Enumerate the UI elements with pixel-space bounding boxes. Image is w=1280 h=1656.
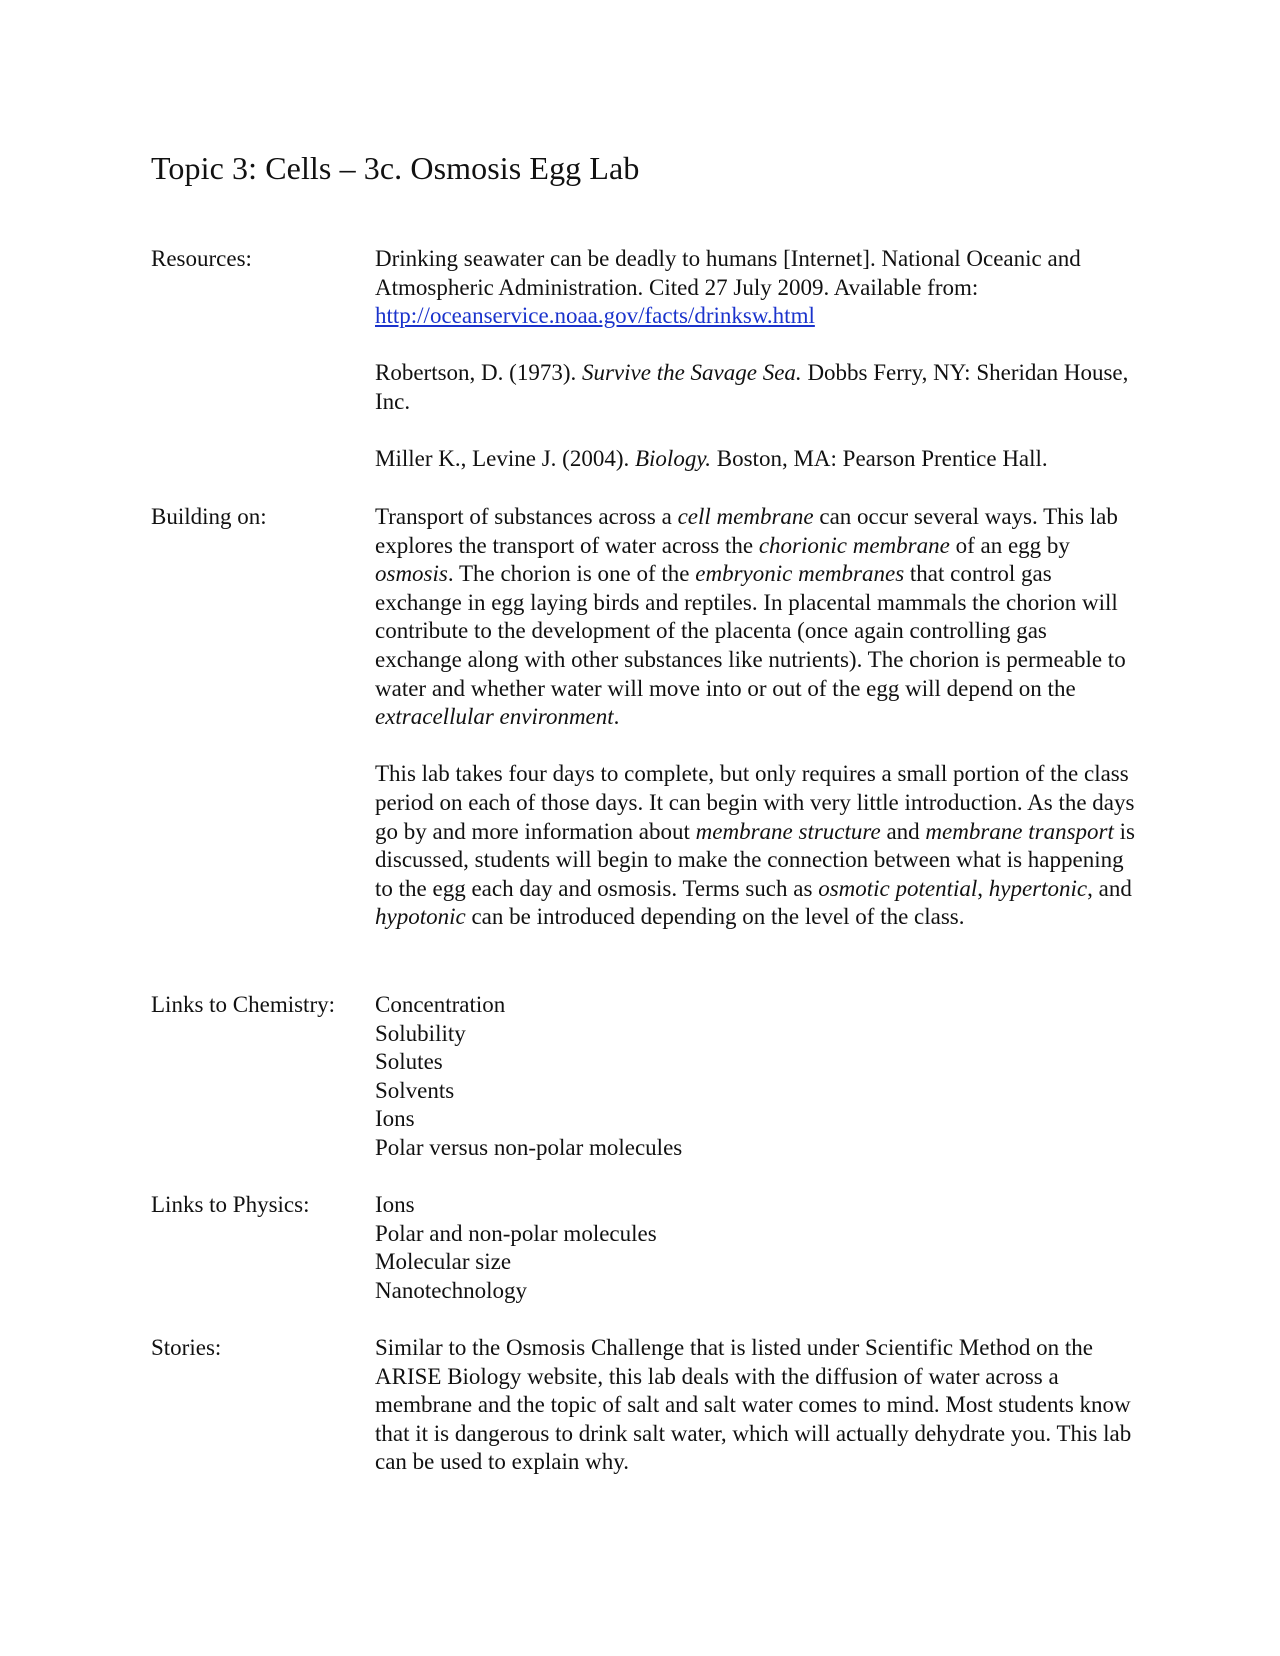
reference-1	[375, 245, 1135, 331]
term-osmosis: osmosis	[375, 561, 448, 587]
text-run: This lab takes four days to complete, but only requires a small portion of the class period on each of those days. It can begin with very little introduction. As the days go by and more information about	[375, 761, 1135, 844]
page-title: Topic 3: Cells – 3c. Osmosis Egg Lab	[151, 150, 640, 186]
reference-2-title: Survive the Savage Sea.	[581, 360, 802, 386]
text-run: and	[880, 818, 926, 844]
reference-3-publisher: Boston, MA: Pearson Prentice Hall.	[711, 446, 1048, 472]
stories-label: Stories:	[151, 1335, 222, 1360]
term-chorionic-membrane: chorionic membrane	[758, 532, 950, 558]
list-item: Solubility	[375, 1020, 466, 1046]
term-embryonic-membranes: embryonic membranes	[695, 561, 905, 587]
list-item: Polar versus non-polar molecules	[375, 1134, 683, 1160]
noaa-link[interactable]: http://oceanservice.noaa.gov/facts/drinksw.html	[375, 303, 815, 329]
chemistry-list	[375, 991, 1135, 1163]
text-run: can be introduced depending on the level of the class.	[465, 904, 965, 930]
term-membrane-structure: membrane structure	[695, 818, 881, 844]
term-hypotonic: hypotonic	[375, 904, 466, 930]
list-item: Polar and non-polar molecules	[375, 1220, 657, 1246]
resources-content	[375, 245, 1135, 474]
list-item: Molecular size	[375, 1249, 512, 1275]
term-cell-membrane: cell membrane	[677, 504, 814, 529]
links-physics-content	[375, 1191, 1135, 1305]
reference-3	[375, 445, 1135, 474]
reference-2-author: Robertson, D. (1973).	[375, 360, 582, 386]
list-item: Solvents	[375, 1077, 455, 1103]
resources-label: Resources:	[151, 246, 252, 271]
text-run: is discussed, students will begin to make the connection between what is happening to the egg each day and osmosis. Terms such as	[375, 818, 1135, 901]
links-chemistry-label: Links to Chemistry:	[151, 992, 335, 1017]
term-extracellular-environment: extracellular environment	[375, 704, 614, 730]
building-on-paragraph-1	[375, 503, 1135, 732]
term-hypertonic: hypertonic	[988, 875, 1088, 901]
reference-2-publisher: Dobbs Ferry, NY: Sheridan House, Inc.	[375, 360, 1129, 414]
reference-1-text: Drinking seawater can be deadly to humans [Internet]. National Oceanic and Atmospheric Administration. Cited 27 July 2009. Available from:	[375, 246, 1081, 300]
physics-list	[375, 1191, 1135, 1305]
text-run: that control gas exchange in egg laying birds and reptiles. In placental mammals the chorion will contribute to the development of the placenta (once again controlling gas exchange along with other substances like nutrients). The chorion is permeable to water and whether water will move into or out of the egg will depend on the	[375, 561, 1126, 701]
stories-paragraph: Similar to the Osmosis Challenge that is listed under Scientific Method on the ARISE Biology website, this lab deals with the diffusion of water across a membrane and the topic of salt and salt water comes to mind. Most students know that it is dangerous to drink salt water, which will actually dehydrate you. This lab can be used to explain why.	[375, 1335, 1132, 1475]
text-run: can occur several ways. This lab explores the transport of water across the	[375, 504, 1118, 558]
links-chemistry-content	[375, 991, 1135, 1163]
list-item: Concentration	[375, 992, 506, 1017]
text-run: .	[613, 704, 620, 730]
text-run: Transport of substances across a	[375, 504, 678, 529]
stories-content	[375, 1334, 1135, 1477]
building-on-content	[375, 503, 1135, 932]
links-physics-label: Links to Physics:	[151, 1192, 310, 1217]
text-run: ,	[977, 875, 989, 901]
building-on-label: Building on:	[151, 504, 267, 529]
list-item: Ions	[375, 1192, 415, 1217]
text-run: . The chorion is one of the	[447, 561, 696, 587]
reference-3-author: Miller K., Levine J. (2004).	[375, 446, 635, 472]
building-on-paragraph-2	[375, 760, 1135, 932]
reference-2	[375, 359, 1135, 416]
text-run: , and	[1087, 875, 1132, 901]
text-run: of an egg by	[949, 532, 1070, 558]
term-membrane-transport: membrane transport	[925, 818, 1114, 844]
list-item: Solutes	[375, 1049, 443, 1075]
reference-3-title: Biology.	[634, 446, 712, 472]
list-item: Ions	[375, 1106, 415, 1132]
list-item: Nanotechnology	[375, 1277, 528, 1303]
term-osmotic-potential: osmotic potential	[818, 875, 978, 901]
